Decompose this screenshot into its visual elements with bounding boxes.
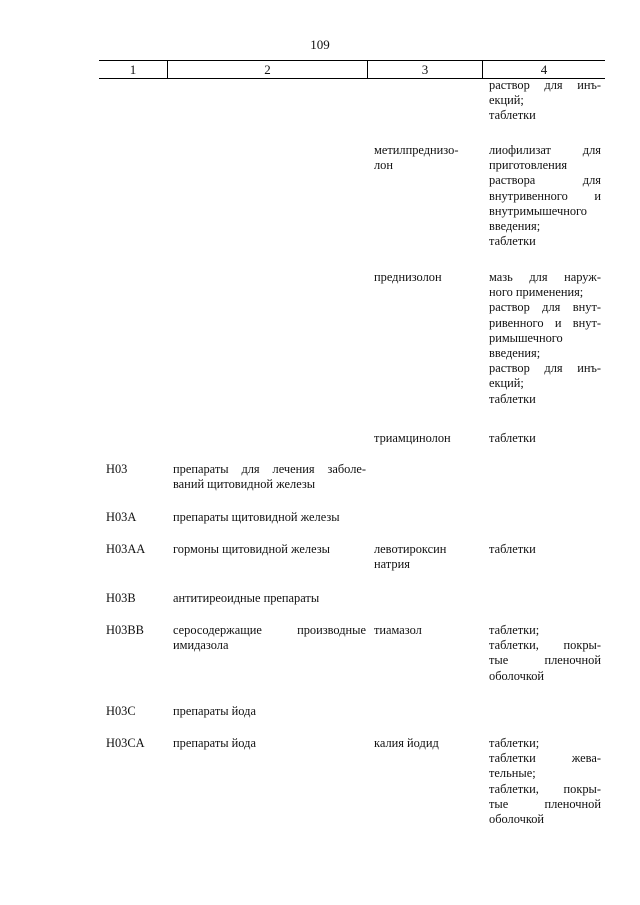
- dosage-form-cell: [489, 143, 601, 249]
- cell-line: мазь для наруж-: [489, 270, 601, 284]
- header-col-2: 2: [167, 61, 367, 78]
- cell-line: таблетки: [489, 391, 536, 406]
- cell-line: препараты щитовидной железы: [173, 510, 340, 524]
- dosage-form-cell: [489, 431, 601, 446]
- cell-line: H03A: [106, 510, 137, 524]
- cell-line: оболочкой: [489, 668, 545, 683]
- code-cell: [106, 704, 166, 719]
- cell-line: римышечного: [489, 330, 563, 345]
- group-name-cell: [173, 736, 366, 751]
- page-number: 109: [310, 37, 330, 52]
- group-name-cell: [173, 623, 366, 653]
- cell-line: H03C: [106, 704, 136, 718]
- cell-line: таблетки: [489, 234, 536, 249]
- cell-line: внутримышечного: [489, 203, 587, 218]
- cell-line: екций;: [489, 376, 524, 391]
- cell-line: H03: [106, 462, 128, 476]
- cell-line: таблетки: [489, 542, 536, 556]
- code-cell: [106, 591, 166, 606]
- cell-line: ваний щитовидной железы: [173, 477, 316, 492]
- cell-line: оболочкой: [489, 812, 545, 827]
- cell-line: таблетки: [489, 108, 536, 123]
- cell-line: раствора для: [489, 173, 601, 188]
- code-cell: [106, 736, 166, 751]
- cell-line: лон: [374, 158, 394, 173]
- cell-line: таблетки, покры-: [489, 781, 601, 796]
- drug-name-cell: [374, 623, 479, 638]
- header-col-1: 1: [129, 62, 137, 77]
- cell-line: приготовления: [489, 158, 568, 173]
- header-col-4: 4: [482, 61, 605, 78]
- group-name-cell: [173, 462, 366, 492]
- drug-name-cell: [374, 270, 479, 285]
- cell-line: таблетки, покры-: [489, 638, 601, 653]
- cell-line: раствор для внут-: [489, 300, 601, 315]
- cell-line: левотироксин: [374, 542, 447, 556]
- dosage-form-cell: [489, 270, 601, 407]
- cell-line: имидазола: [173, 638, 229, 653]
- group-name-cell: [173, 704, 366, 719]
- cell-line: таблетки;: [489, 736, 540, 750]
- drug-name-cell: [374, 143, 479, 173]
- code-cell: [106, 462, 166, 477]
- cell-line: таблетки;: [489, 623, 540, 637]
- cell-line: натрия: [374, 557, 410, 572]
- cell-line: гормоны щитовидной железы: [173, 542, 330, 556]
- drug-name-cell: [374, 431, 479, 446]
- cell-line: ного применения;: [489, 285, 584, 300]
- cell-line: лиофилизат для: [489, 143, 601, 157]
- cell-line: тые пленочной: [489, 796, 601, 811]
- dosage-form-cell: [489, 78, 601, 124]
- cell-line: таблетки: [489, 431, 536, 445]
- cell-line: препараты йода: [173, 704, 256, 718]
- cell-line: тельные;: [489, 766, 536, 781]
- cell-line: ривенного и внут-: [489, 315, 601, 330]
- cell-line: преднизолон: [374, 270, 442, 284]
- cell-line: внутривенного и: [489, 188, 601, 203]
- cell-line: H03B: [106, 591, 136, 605]
- cell-line: H03CA: [106, 736, 145, 750]
- cell-line: калия йодид: [374, 736, 439, 750]
- table-header: [99, 60, 605, 79]
- group-name-cell: [173, 591, 366, 606]
- cell-line: препараты для лечения заболе-: [173, 462, 366, 476]
- cell-line: H03BB: [106, 623, 144, 637]
- dosage-form-cell: [489, 623, 601, 684]
- cell-line: метилпреднизо-: [374, 143, 459, 157]
- dosage-form-cell: [489, 542, 601, 557]
- group-name-cell: [173, 510, 366, 525]
- cell-line: введения;: [489, 219, 541, 234]
- cell-line: раствор для инъ-: [489, 78, 601, 92]
- cell-line: серосодержащие производные: [173, 623, 366, 637]
- cell-line: H03AA: [106, 542, 146, 556]
- cell-line: введения;: [489, 346, 541, 361]
- cell-line: раствор для инъ-: [489, 361, 601, 376]
- drug-name-cell: [374, 736, 479, 751]
- code-cell: [106, 542, 166, 557]
- group-name-cell: [173, 542, 366, 557]
- dosage-form-cell: [489, 736, 601, 827]
- cell-line: екций;: [489, 93, 524, 108]
- cell-line: препараты йода: [173, 736, 256, 750]
- cell-line: тые пленочной: [489, 653, 601, 668]
- cell-line: антитиреоидные препараты: [173, 591, 320, 605]
- cell-line: триамцинолон: [374, 431, 451, 445]
- header-col-3: 3: [367, 61, 482, 78]
- cell-line: тиамазол: [374, 623, 422, 637]
- drug-name-cell: [374, 542, 479, 572]
- code-cell: [106, 623, 166, 638]
- code-cell: [106, 510, 166, 525]
- cell-line: таблетки жева-: [489, 751, 601, 766]
